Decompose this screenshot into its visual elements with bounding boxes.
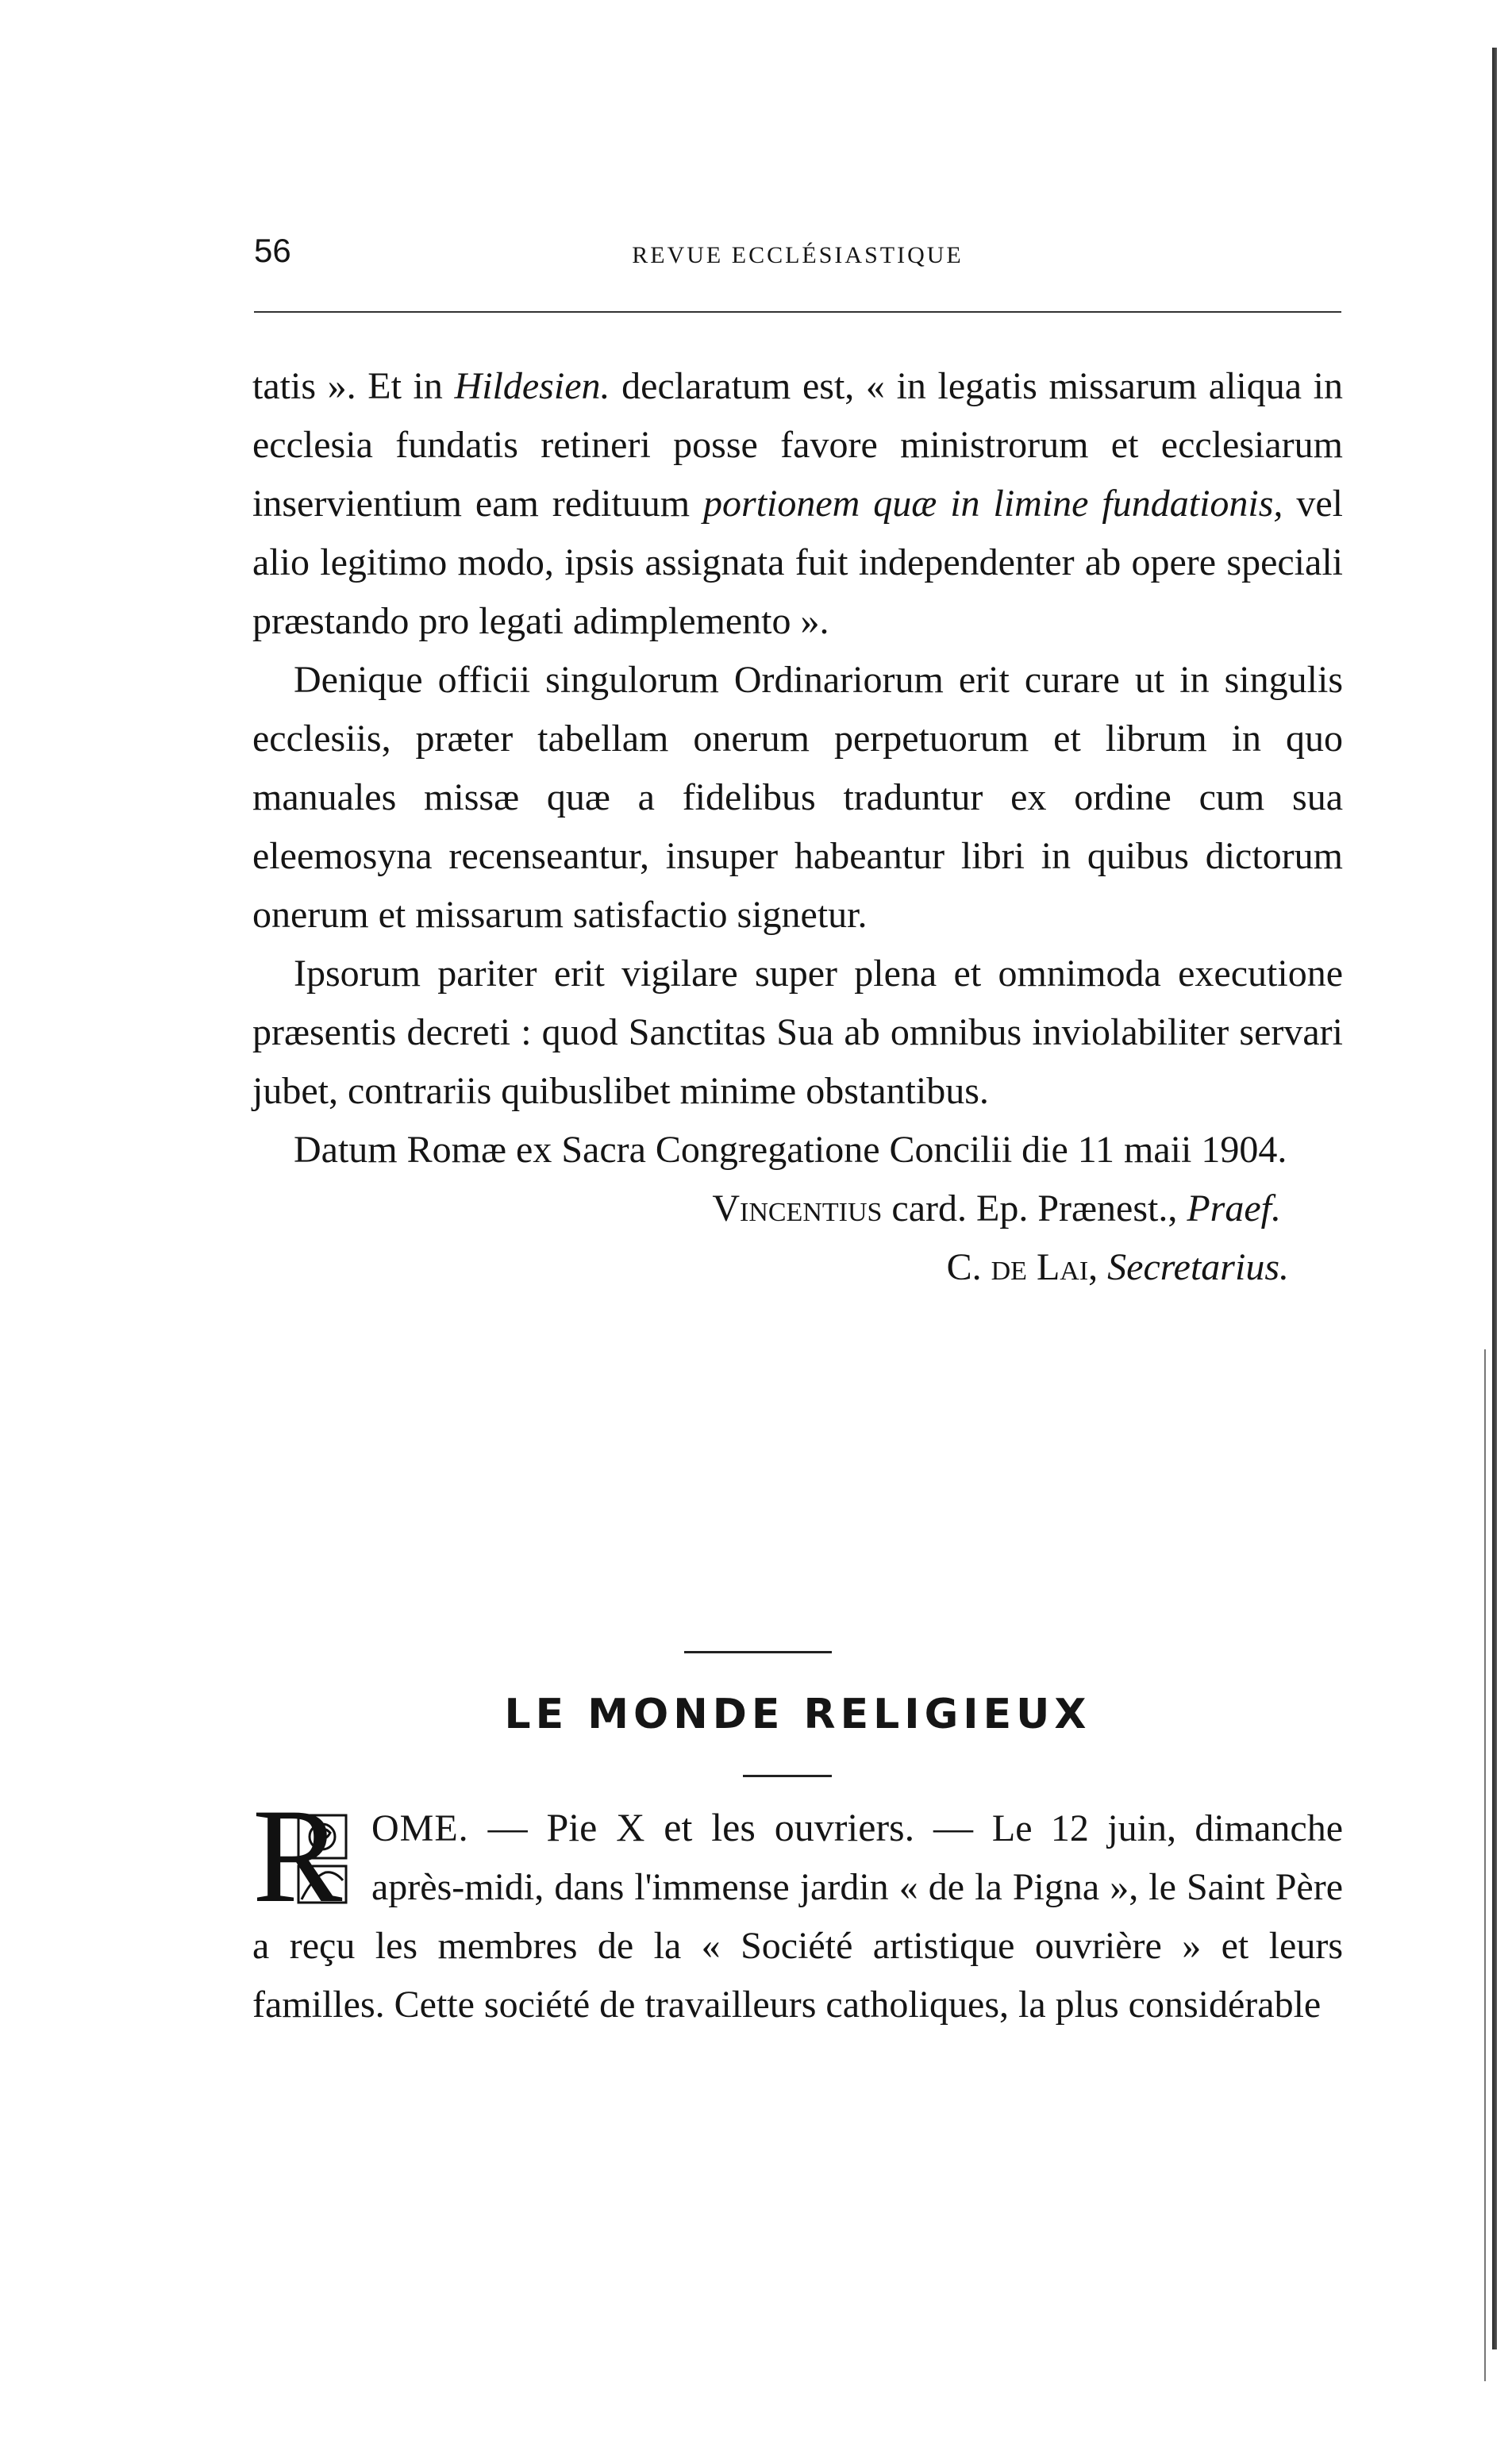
paragraph-2: Denique officii singulorum Ordinariorum erit curare ut in singulis ecclesiis, præter tabellam onerum perpetuorum et librum in quo manuales missæ quæ a fidelibus traduntur ex ordine cum sua eleemosyna recenseantur, insuper habeantur libri in quibus dictorum onerum et missarum satisfactio signetur. xyxy=(252,659,1343,936)
paragraph-3: Ipsorum pariter erit vigilare super plena et omnimoda executione præsentis decreti : quod Sanctitas Sua ab omnibus inviolabiliter servari jubet, contrariis quibuslibet minime obstantibus. xyxy=(252,952,1343,1112)
section-rule-top xyxy=(684,1651,832,1653)
book-spine-shadow xyxy=(1484,1349,1486,2381)
dropcap-ornament xyxy=(252,1781,354,1930)
page-header xyxy=(254,229,1341,276)
header-rule xyxy=(254,311,1341,313)
paragraph-4: Datum Romæ ex Sacra Congregatione Concilii die 11 maii 1904. xyxy=(294,1129,1287,1171)
running-title: REVUE ECCLÉSIASTIQUE xyxy=(632,242,964,268)
italic-phrase: portionem quæ in limine fundationis, xyxy=(703,483,1283,525)
section-paragraph: OME. — Pie X et les ouvriers. — Le 12 juin, dimanche après-midi, dans l'immense jardin « de la Pigna », le Saint Père a reçu les membres de la « Société artistique ouvrière » et leurs familles. Cette société de travailleurs catholiques, la plus considérable xyxy=(252,1805,1343,2026)
section-text xyxy=(252,1781,1343,2034)
italic-citation: Hildesien. xyxy=(454,365,610,407)
signature-secretary: C. de Lai, Secretarius. xyxy=(946,1246,1289,1288)
section-rule-bottom xyxy=(743,1775,832,1777)
paragraph-1: tatis ». Et in Hildesien. declaratum est, « in legatis missarum aliqua in ecclesia fundatis retineri posse favore ministrorum et ecclesiarum inservientium eam redituum portionem quæ in limine fundationis, vel alio legitimo modo, ipsis assignata fuit independenter ab opere speciali præstando pro legati adimplemento ». xyxy=(252,365,1344,642)
page-number: 56 xyxy=(254,232,291,269)
decree-text xyxy=(252,357,1343,1297)
signature-cardinal: Vincentius card. Ep. Prænest., Praef. xyxy=(712,1187,1281,1230)
book-spine-edge xyxy=(1492,48,1497,2349)
section-title: LE MONDE RELIGIEUX xyxy=(504,1691,1091,1738)
dropcap-letter: R xyxy=(252,1781,343,1930)
